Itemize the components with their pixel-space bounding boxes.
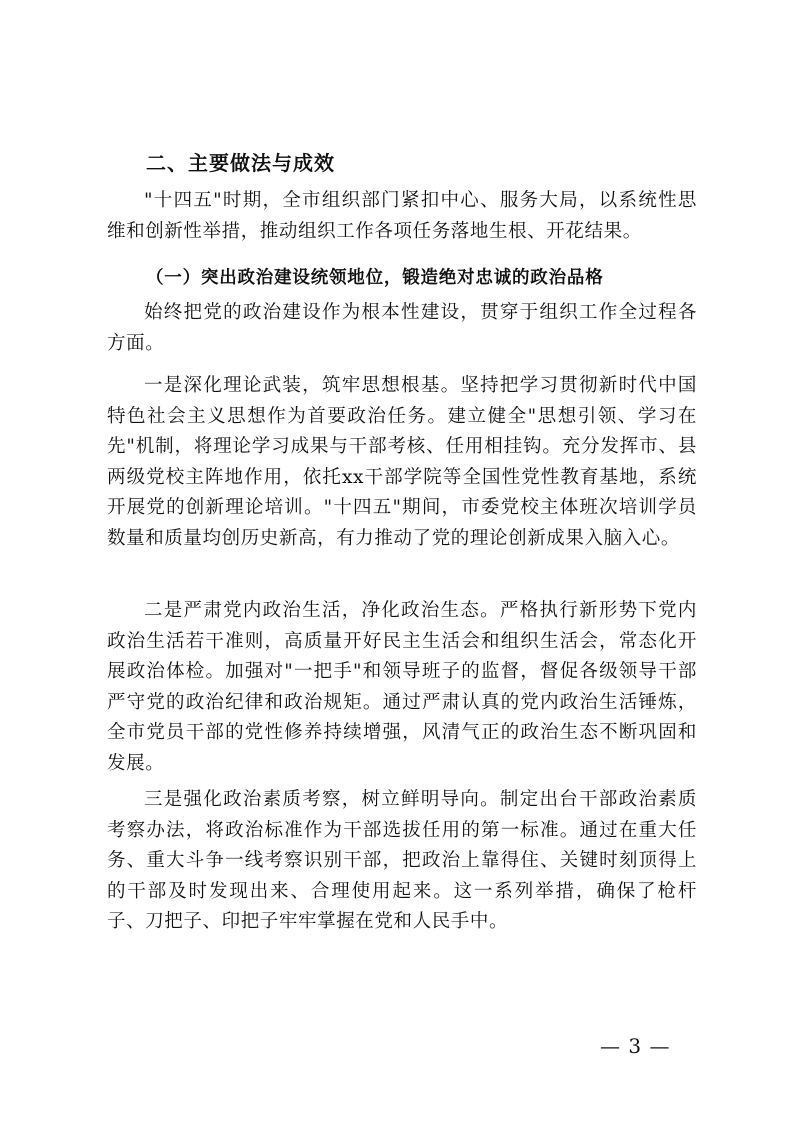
body-paragraph: 一是深化理论武装，筑牢思想根基。坚持把学习贯彻新时代中国特色社会主义思想作为首要政治任务。建立健全"思想引领、学习在先"机制，将理论学习成果与干部考核、任用相挂钩。充分发挥市、县两级党校主阵地作用，依托xx干部学院等全国性党性教育基地，系统开展党的创新理论培训。"十四五"期间，市委党校主体班次培训学员数量和质量均创历史新高，有力推动了党的理论创新成果入脑入心。	[107, 375, 697, 549]
page-number: — 3 —	[600, 1034, 671, 1058]
body-paragraph: 始终把党的政治建设作为根本性建设，贯穿于组织工作全过程各方面。	[107, 302, 697, 354]
intro-paragraph: "十四五"时期，全市组织部门紧扣中心、服务大局，以系统性思维和创新性举措，推动组织工作各项任务落地生根、开花结果。	[107, 190, 697, 242]
body-paragraph: 三是强化政治素质考察，树立鲜明导向。制定出台干部政治素质考察办法，将政治标准作为干部选拔任用的第一标准。通过在重大任务、重大斗争一线考察识别干部，把政治上靠得住、关键时刻顶得上的干部及时发现出来、合理使用起来。这一系列举措，确保了枪杆子、刀把子、印把子牢牢掌握在党和人民手中。	[107, 789, 697, 932]
section-heading: 二、主要做法与成效	[146, 151, 335, 175]
body-paragraph: 二是严肃党内政治生活，净化政治生态。严格执行新形势下党内政治生活若干准则，高质量开好民主生活会和组织生活会，常态化开展政治体检。加强对"一把手"和领导班子的监督，督促各级领导干部严守党的政治纪律和政治规矩。通过严肃认真的党内政治生活锤炼，全市党员干部的党性修养持续增强，风清气正的政治生态不断巩固和发展。	[107, 600, 697, 774]
subsection-heading: （一）突出政治建设统领地位，锻造绝对忠诚的政治品格	[146, 268, 604, 288]
